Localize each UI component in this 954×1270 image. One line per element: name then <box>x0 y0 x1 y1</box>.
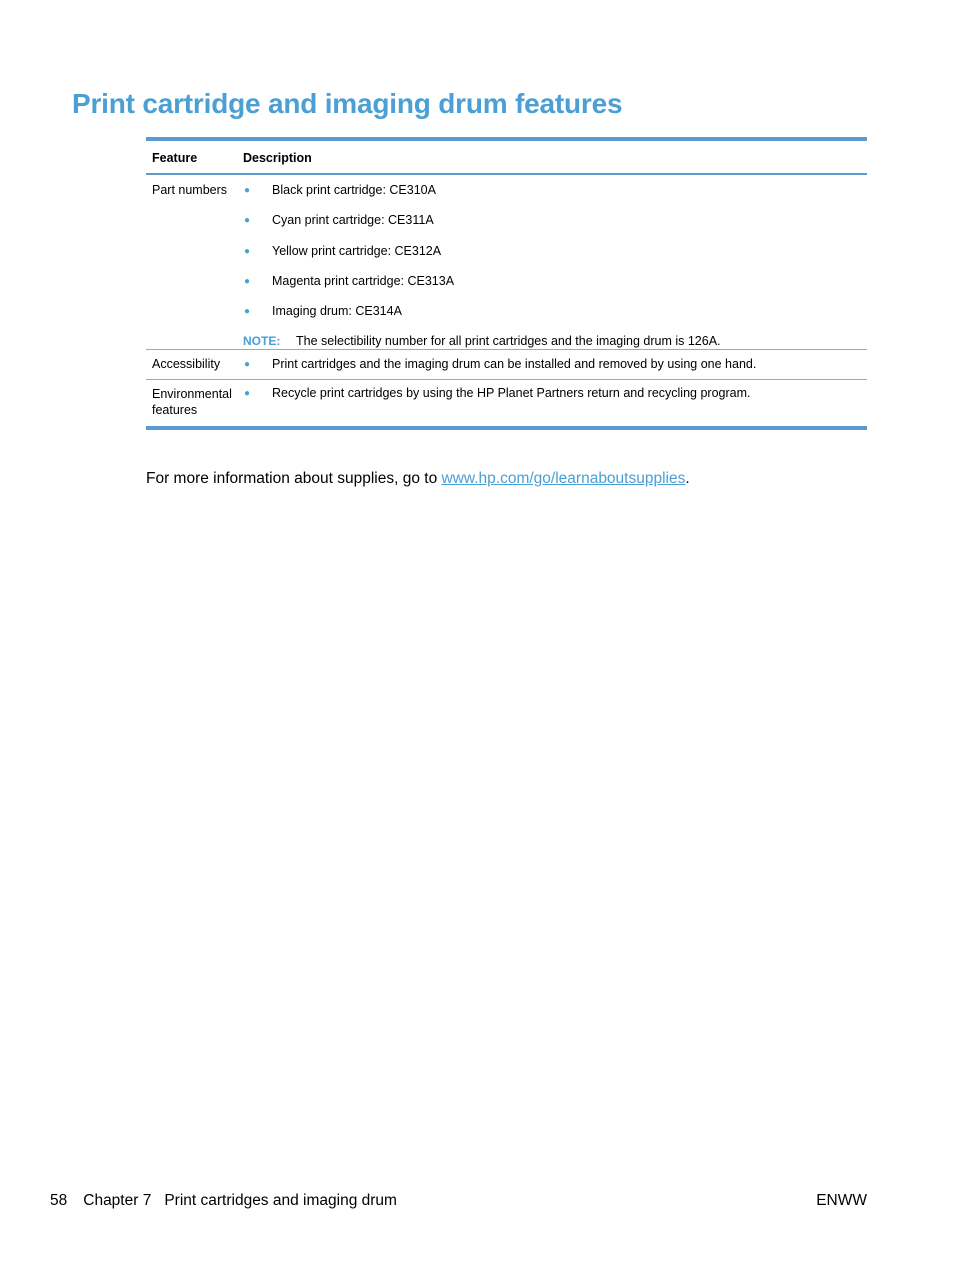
list-item <box>243 274 867 304</box>
note-text: The selectibility number for all print cartridges and the imaging drum is 126A. <box>296 334 721 349</box>
list-item <box>243 304 867 334</box>
note <box>243 334 867 349</box>
bullet-icon: ● <box>244 306 251 318</box>
bullet-icon: ● <box>244 185 251 196</box>
supplies-link[interactable]: www.hp.com/go/learnaboutsupplies <box>441 470 686 487</box>
header-description: Description <box>243 150 312 165</box>
table-header-row <box>146 141 867 173</box>
list-item-text: Imaging drum: CE314A <box>272 304 402 319</box>
page-footer <box>50 1192 867 1210</box>
info-text: For more information about supplies, go to <box>146 470 442 487</box>
feature-cell: Accessibility <box>152 357 221 371</box>
bullet-icon: ● <box>244 245 251 257</box>
page-number: 58 <box>50 1192 68 1209</box>
bullet-icon: ● <box>244 388 251 399</box>
table-row-part-numbers <box>146 175 867 349</box>
table-row-environmental <box>146 380 867 426</box>
feature-cell: Part numbers <box>152 183 228 197</box>
feature-line: Environmental <box>152 387 232 401</box>
list-item <box>243 213 867 243</box>
footer-right-label: ENWW <box>816 1192 867 1209</box>
list-item-text: Magenta print cartridge: CE313A <box>272 273 455 288</box>
header-feature: Feature <box>152 150 198 165</box>
list-item-text: Black print cartridge: CE310A <box>272 183 436 197</box>
description-cell <box>243 357 867 379</box>
info-period: . <box>685 470 690 487</box>
table-bottom-rule <box>146 426 867 430</box>
list-item-text: Print cartridges and the imaging drum can be installed and removed by using one hand. <box>272 357 757 371</box>
list-item <box>243 386 867 401</box>
page-title: Print cartridge and imaging drum features <box>72 88 623 119</box>
bullet-icon: ● <box>244 215 251 227</box>
footer-left <box>50 1192 397 1210</box>
chapter-label: Chapter 7 <box>83 1192 152 1209</box>
table-row-accessibility <box>146 350 867 379</box>
list-item <box>243 183 867 213</box>
description-cell <box>243 183 867 349</box>
list-item-text: Cyan print cartridge: CE311A <box>272 213 434 228</box>
chapter-title: Print cartridges and imaging drum <box>164 1192 397 1209</box>
list-item-text: Recycle print cartridges by using the HP Planet Partners return and recycling program. <box>272 386 751 400</box>
bullet-icon: ● <box>244 275 251 287</box>
bullet-icon: ● <box>244 359 251 370</box>
note-label: NOTE: <box>243 334 281 349</box>
feature-line: features <box>152 403 198 417</box>
part-number-list <box>243 183 867 334</box>
supplies-info <box>146 470 690 488</box>
list-item <box>243 357 867 372</box>
list-item <box>243 244 867 274</box>
features-table <box>146 137 867 430</box>
list-item-text: Yellow print cartridge: CE312A <box>272 243 442 258</box>
description-cell <box>243 386 867 426</box>
feature-cell <box>146 386 243 426</box>
